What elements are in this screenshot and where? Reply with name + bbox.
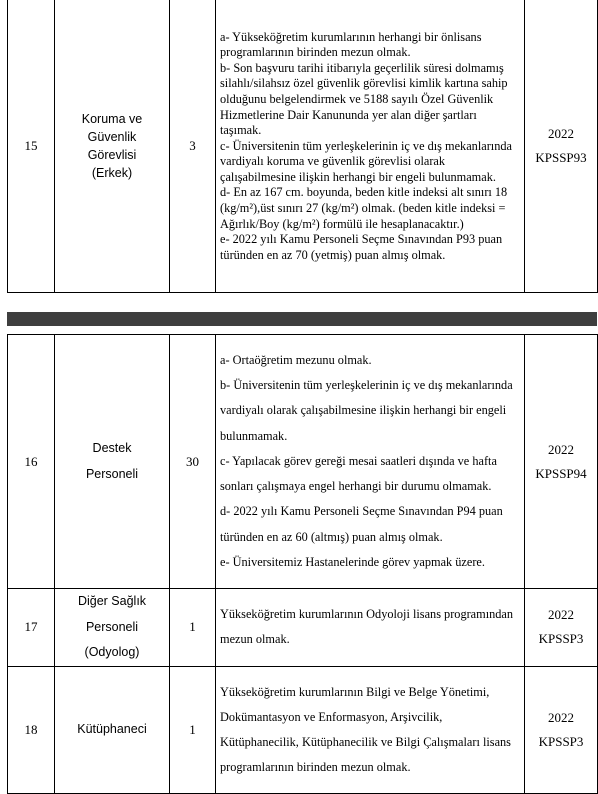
requirement-item: a- Ortaöğretim mezunu olmak. bbox=[220, 352, 372, 367]
row-number: 18 bbox=[8, 666, 55, 793]
requirement-item: b- Üniversitenin tüm yerleşkelerinin iç ve dış mekanlarında vardiyalı olarak çalışabilmesine ilişkin herhangi bir engeli bulunmamak. bbox=[220, 377, 513, 443]
row-number: 16 bbox=[8, 335, 55, 589]
requirements bbox=[216, 666, 525, 793]
position-count: 3 bbox=[170, 0, 216, 293]
exam-code: 2022 KPSSP93 bbox=[525, 0, 598, 293]
requirement-item: e- 2022 yılı Kamu Personeli Seçme Sınavından P93 puan türünden en az 70 (yetmiş) puan almış olmak. bbox=[220, 232, 503, 262]
position-count: 30 bbox=[170, 335, 216, 589]
requirement-item: c- Üniversitenin tüm yerleşkelerinin iç ve dış mekanlarında vardiyalı koruma ve güvenlik görevlisi olarak çalışabilmesine ilişkin herhangi bir engeli bulunmamak. bbox=[220, 138, 512, 184]
job-table-part-2 bbox=[7, 334, 598, 794]
position-count: 1 bbox=[170, 666, 216, 793]
requirement-item: b- Son başvuru tarihi itibarıyla geçerlilik süresi dolmamış silahlı/silahsız özel güvenlik görevlisi kimlik kartına sahip olduğunu belgelendirmek ve 5188 sayılı Özel Güvenlik Hizmetlerine Dair Kanununda yer alan diğer şartları taşımak. bbox=[220, 60, 508, 138]
job-table-part-1 bbox=[7, 0, 598, 293]
requirements bbox=[216, 0, 525, 293]
position-name: Diğer Sağlık Personeli (Odyolog) bbox=[55, 589, 170, 667]
position-name: Kütüphaneci bbox=[55, 666, 170, 793]
requirement-item: e- Üniversitemiz Hastanelerinde görev yapmak üzere. bbox=[220, 555, 485, 570]
requirement-item: c- Yapılacak görev gereği mesai saatleri dışında ve hafta sonları çalışmaya engel herhangi bir durumu olmamak. bbox=[220, 453, 497, 494]
position-count: 1 bbox=[170, 589, 216, 667]
requirement-item: d- 2022 yılı Kamu Personeli Seçme Sınavından P94 puan türünden en az 60 (altmış) puan almış olmak. bbox=[220, 504, 503, 544]
exam-code: 2022 KPSSP3 bbox=[525, 589, 598, 667]
table-row bbox=[8, 335, 598, 589]
position-name: Koruma ve Güvenlik Görevlisi (Erkek) bbox=[55, 0, 170, 293]
table-row bbox=[8, 0, 598, 293]
table-row bbox=[8, 666, 598, 793]
position-name: Destek Personeli bbox=[55, 335, 170, 589]
requirement-item: a- Yükseköğretim kurumlarının herhangi bir önlisans programlarının birinden mezun olmak. bbox=[220, 29, 482, 60]
requirement-item: Yükseköğretim kurumlarının Bilgi ve Belge Yönetimi, Dokümantasyon ve Enformasyon, Arşivcilik, Kütüphanecilik, Kütüphanecilik ve Bilgi Çalışmaları lisans programlarının birinden mezun olmak. bbox=[220, 684, 511, 774]
exam-code: 2022 KPSSP3 bbox=[525, 666, 598, 793]
table-row bbox=[8, 589, 598, 667]
page-break-divider bbox=[7, 312, 597, 326]
requirement-item: d- En az 167 cm. boyunda, beden kitle indeksi alt sınırı 18 (kg/m²),üst sınırı 27 (kg/m²) olmak. (beden kitle indeksi = Ağırlık/Boy (kg/m²) formülü ile hesaplanacaktır.) bbox=[220, 185, 508, 231]
requirements bbox=[216, 335, 525, 589]
exam-code: 2022 KPSSP94 bbox=[525, 335, 598, 589]
requirement-item: Yükseköğretim kurumlarının Odyoloji lisans programından mezun olmak. bbox=[220, 607, 514, 647]
row-number: 17 bbox=[8, 589, 55, 667]
row-number: 15 bbox=[8, 0, 55, 293]
requirements bbox=[216, 589, 525, 667]
